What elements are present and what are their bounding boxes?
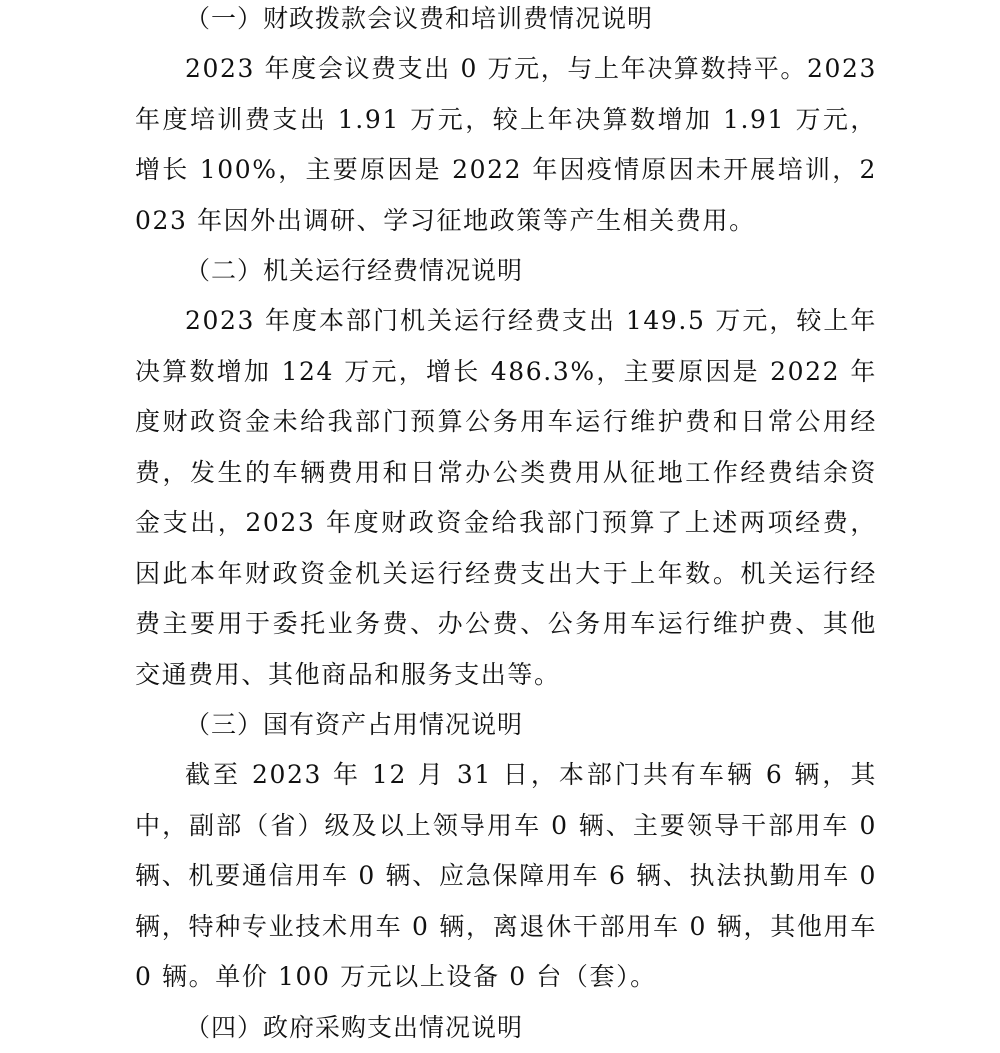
section-heading-3: （三）国有资产占用情况说明	[185, 710, 524, 739]
section-heading-1: （一）财政拨款会议费和培训费情况说明	[185, 4, 654, 33]
section-paragraph-3: 截至 2023 年 12 月 31 日，本部门共有车辆 6 辆，其中，副部（省）级及以上领导用车 0 辆、主要领导干部用车 0 辆、机要通信用车 0 辆、应急保障用车 6 辆、执法执勤用车 0 辆，特种专业技术用车 0 辆，离退休干部用车 0 辆，其他用车 0 辆。单价 100 万元以上设备 0 台（套）。	[135, 760, 877, 991]
section-paragraph-2: 2023 年度本部门机关运行经费支出 149.5 万元，较上年决算数增加 124 万元，增长 486.3%，主要原因是 2022 年度财政资金未给我部门预算公务用车运行维护费和日常公用经费，发生的车辆费用和日常办公类费用从征地工作经费结余资金支出，2023 年度财政资金给我部门预算了上述两项经费，因此本年财政资金机关运行经费支出大于上年数。机关运行经费主要用于委托业务费、办公费、公务用车运行维护费、其他交通费用、其他商品和服务支出等。	[135, 306, 877, 689]
section-heading-2: （二）机关运行经费情况说明	[185, 256, 524, 285]
section-heading-4: （四）政府采购支出情况说明	[185, 1012, 524, 1042]
document-page	[135, 0, 877, 1053]
section-paragraph-1: 2023 年度会议费支出 0 万元，与上年决算数持平。2023 年度培训费支出 1.91 万元，较上年决算数增加 1.91 万元，增长 100%，主要原因是 2022 年因疫情原因未开展培训，2023 年因外出调研、学习征地政策等产生相关费用。	[135, 54, 877, 235]
